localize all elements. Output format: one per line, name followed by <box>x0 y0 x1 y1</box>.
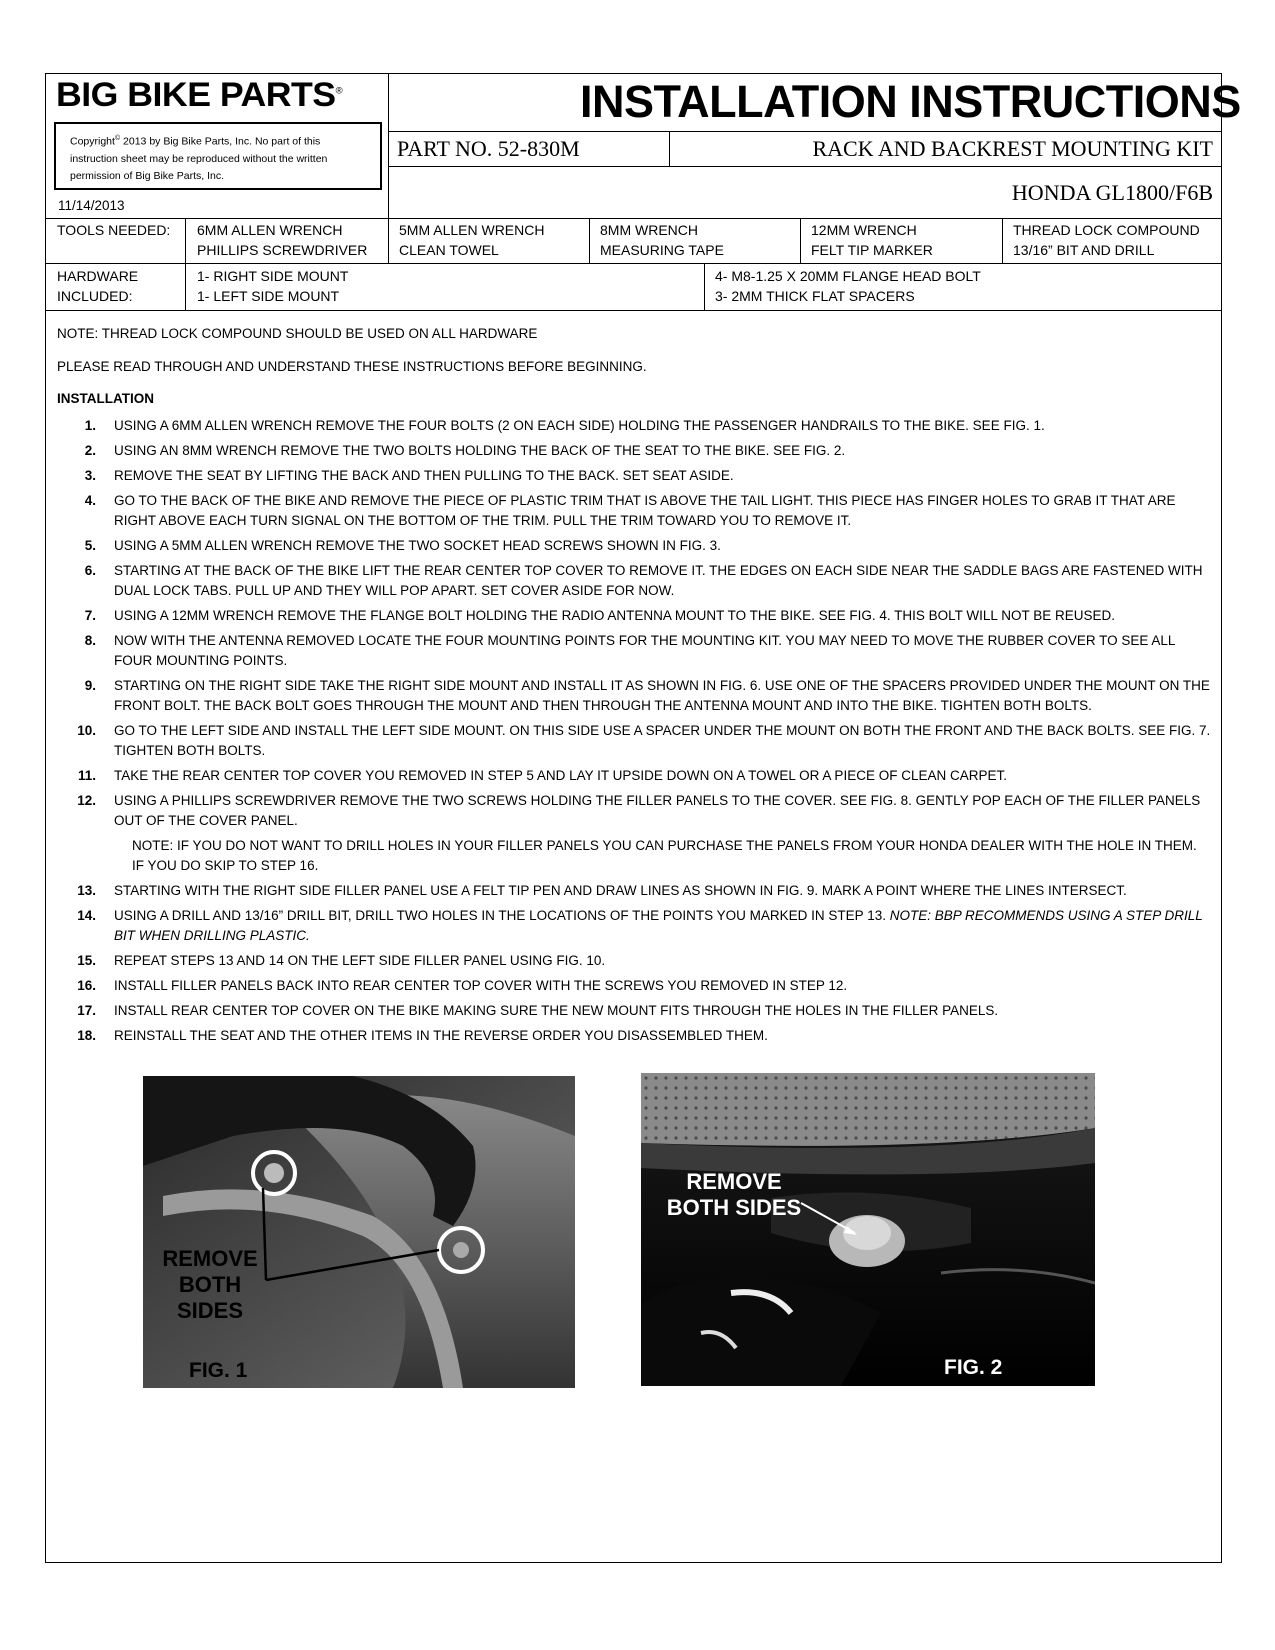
hardware-right <box>707 266 981 306</box>
tools-col-1 <box>189 220 367 260</box>
hardware-item: 1- LEFT SIDE MOUNT <box>197 288 340 304</box>
step-text-body: STARTING WITH THE RIGHT SIDE FILLER PANEL USE A FELT TIP PEN AND DRAW LINES AS SHOWN IN FIG. 9. MARK A POINT WHERE THE LINES INTERSECT. <box>114 883 1127 898</box>
callout-line: REMOVE <box>686 1169 782 1194</box>
copyright-box <box>54 122 382 190</box>
step-item <box>62 951 1212 971</box>
read-through-note: PLEASE READ THROUGH AND UNDERSTAND THESE INSTRUCTIONS BEFORE BEGINNING. <box>57 359 647 374</box>
step-text-body: INSTALL REAR CENTER TOP COVER ON THE BIKE MAKING SURE THE NEW MOUNT FITS THROUGH THE HOLES IN THE FILLER PANELS. <box>114 1003 999 1018</box>
registered-mark: ® <box>335 85 343 96</box>
document-date: 11/14/2013 <box>58 198 125 213</box>
hardware-left <box>189 266 348 306</box>
step-text <box>114 906 1212 946</box>
step-item <box>62 1001 1212 1021</box>
step-italic-note: NOTE: BBP RECOMMENDS USING A STEP DRILL BIT WHEN DRILLING PLASTIC. <box>114 908 1203 943</box>
copyright-prefix: Copyright <box>70 135 115 148</box>
copyright-text <box>56 124 380 185</box>
step-text-body: REMOVE THE SEAT BY LIFTING THE BACK AND THEN PULLING TO THE BACK. SET SEAT ASIDE. <box>114 468 734 483</box>
brand-name: BIG BIKE PARTS <box>56 76 336 114</box>
step-text-body: TAKE THE REAR CENTER TOP COVER YOU REMOVED IN STEP 5 AND LAY IT UPSIDE DOWN ON A TOWEL OR A PIECE OF CLEAN CARPET. <box>114 768 1007 783</box>
step-item <box>62 881 1212 901</box>
step-number: 15. <box>77 953 96 968</box>
step-item <box>62 466 1212 486</box>
step-text <box>114 416 1212 436</box>
step-number: 7. <box>84 608 96 623</box>
step-text <box>114 441 1212 461</box>
model-name: HONDA GL1800/F6B <box>1011 180 1213 205</box>
tools-col-3 <box>592 220 724 260</box>
tool-item: 8MM WRENCH <box>600 222 698 238</box>
tool-item: THREAD LOCK COMPOUND <box>1013 222 1200 238</box>
tool-item: 13/16” BIT AND DRILL <box>1013 242 1155 258</box>
tools-divider-3 <box>800 218 801 263</box>
step-item <box>62 606 1212 626</box>
copyright-line3: permission of Big Bike Parts, Inc. <box>70 169 225 182</box>
hardware-label <box>49 266 138 306</box>
step-text <box>114 1026 1212 1046</box>
header-rule-2 <box>388 166 1222 167</box>
callout-line: BOTH <box>178 1272 242 1297</box>
tool-item: 6MM ALLEN WRENCH <box>197 222 343 238</box>
label-divider <box>185 218 186 310</box>
figure-1-label: FIG. 1 <box>189 1359 248 1382</box>
step-item <box>62 906 1212 946</box>
step-item <box>62 766 1212 786</box>
figure-2-callout <box>649 1169 819 1221</box>
step-item <box>62 491 1212 531</box>
step-text-body: REPEAT STEPS 13 AND 14 ON THE LEFT SIDE FILLER PANEL USING FIG. 10. <box>114 953 606 968</box>
tool-item: 12MM WRENCH <box>811 222 917 238</box>
figure-2 <box>641 1073 1095 1386</box>
tool-item: PHILLIPS SCREWDRIVER <box>197 242 368 258</box>
step-number: 10. <box>77 723 96 738</box>
step-text-body: GO TO THE BACK OF THE BIKE AND REMOVE THE PIECE OF PLASTIC TRIM THAT IS ABOVE THE TAIL LIGHT. THIS PIECE HAS FINGER HOLES TO GRAB IT THAT ARE RIGHT ABOVE EACH TURN SIGNAL ON THE BOTTOM OF THE TRIM. PULL THE TRIM TOWARD YOU TO REMOVE IT. <box>114 493 1176 528</box>
hardware-item: 1- RIGHT SIDE MOUNT <box>197 268 349 284</box>
step-text-body: USING A DRILL AND 13/16” DRILL BIT, DRILL TWO HOLES IN THE LOCATIONS OF THE POINTS YOU MARKED IN STEP 13. <box>114 908 890 923</box>
step-text <box>114 766 1212 786</box>
step-item <box>62 1026 1212 1046</box>
step-number: 11. <box>77 768 96 783</box>
step-number: 14. <box>77 908 96 923</box>
step-text-body: STARTING ON THE RIGHT SIDE TAKE THE RIGHT SIDE MOUNT AND INSTALL IT AS SHOWN IN FIG. 6. USE ONE OF THE SPACERS PROVIDED UNDER THE MOUNT ON THE FRONT BOLT. THE BACK BOLT GOES THROUGH THE MOUNT AND THEN THROUGH THE ANTENNA MOUNT AND INTO THE BIKE. TIGHTEN BOTH BOLTS. <box>114 678 1210 713</box>
tools-bottom-rule <box>45 263 1222 264</box>
figure-2-photo <box>641 1073 1095 1386</box>
step-text <box>114 791 1212 831</box>
step-number: 2. <box>84 443 96 458</box>
step-item <box>62 416 1212 436</box>
hardware-divider <box>704 263 705 310</box>
thread-lock-note: NOTE: THREAD LOCK COMPOUND SHOULD BE USED ON ALL HARDWARE <box>57 326 538 341</box>
step-text <box>114 466 1212 486</box>
tools-col-2 <box>391 220 544 260</box>
step-number: 8. <box>84 633 96 648</box>
header-divider <box>388 73 389 219</box>
step-text-body: USING A PHILLIPS SCREWDRIVER REMOVE THE TWO SCREWS HOLDING THE FILLER PANELS TO THE COVER. SEE FIG. 8. GENTLY POP EACH OF THE FILLER PANELS OUT OF THE COVER PANEL. <box>114 793 1201 828</box>
hardware-item: 3- 2MM THICK FLAT SPACERS <box>715 288 915 304</box>
step-text <box>114 606 1212 626</box>
step-text <box>114 536 1212 556</box>
step-item <box>62 441 1212 461</box>
tools-divider-4 <box>1002 218 1003 263</box>
hardware-bottom-rule <box>45 310 1222 311</box>
tool-item: FELT TIP MARKER <box>811 242 933 258</box>
step-text-body: INSTALL FILLER PANELS BACK INTO REAR CENTER TOP COVER WITH THE SCREWS YOU REMOVED IN STEP 12. <box>114 978 848 993</box>
step-text-body: STARTING AT THE BACK OF THE BIKE LIFT THE REAR CENTER TOP COVER TO REMOVE IT. THE EDGES ON EACH SIDE NEAR THE SADDLE BAGS ARE FASTENED WITH DUAL LOCK TABS. PULL UP AND THEY WILL POP APART. SET COVER ASIDE FOR NOW. <box>114 563 1203 598</box>
tools-col-4 <box>803 220 933 260</box>
step-number: 6. <box>84 563 96 578</box>
figure-1-callout <box>155 1246 265 1324</box>
step-text <box>114 951 1212 971</box>
step-text <box>114 721 1212 761</box>
step-number: 4. <box>84 493 96 508</box>
step-text-body: USING A 12MM WRENCH REMOVE THE FLANGE BOLT HOLDING THE RADIO ANTENNA MOUNT TO THE BIKE. SEE FIG. 4. THIS BOLT WILL NOT BE REUSED. <box>114 608 1115 623</box>
tools-col-5 <box>1005 220 1200 260</box>
step-text-body: USING A 6MM ALLEN WRENCH REMOVE THE FOUR BOLTS (2 ON EACH SIDE) HOLDING THE PASSENGER HANDRAILS TO THE BIKE. SEE FIG. 1. <box>114 418 1045 433</box>
installation-heading: INSTALLATION <box>57 391 154 406</box>
step-item <box>62 631 1212 671</box>
callout-line: REMOVE <box>162 1246 258 1271</box>
copyright-line1: 2013 by Big Bike Parts, Inc. No part of this <box>120 135 321 148</box>
step-item <box>62 976 1212 996</box>
step-item <box>62 561 1212 601</box>
step-text <box>114 561 1212 601</box>
tools-top-rule <box>45 218 1222 219</box>
part-number: PART NO. 52-830M <box>397 136 580 161</box>
step-number: 1. <box>84 418 96 433</box>
step-text <box>114 881 1212 901</box>
tool-item: 5MM ALLEN WRENCH <box>399 222 545 238</box>
hardware-item: 4- M8-1.25 X 20MM FLANGE HEAD BOLT <box>715 268 981 284</box>
installation-steps <box>62 416 1212 1051</box>
header-rule-1 <box>388 131 1222 132</box>
brand-logo <box>56 76 342 115</box>
step-number: 12. <box>77 793 96 808</box>
step-item <box>62 721 1212 761</box>
step-text <box>114 976 1212 996</box>
step-number: 18. <box>77 1028 96 1043</box>
step-text <box>114 631 1212 671</box>
step-text <box>114 1001 1212 1021</box>
step12-note: NOTE: IF YOU DO NOT WANT TO DRILL HOLES IN YOUR FILLER PANELS YOU CAN PURCHASE THE PANELS FROM YOUR HONDA DEALER WITH THE HOLE IN THEM. IF YOU DO SKIP TO STEP 16. <box>132 838 1197 873</box>
step-number: 17. <box>77 1003 96 1018</box>
tools-divider-2 <box>589 218 590 263</box>
step-item <box>62 536 1212 556</box>
tools-label: TOOLS NEEDED: <box>57 222 171 238</box>
step-text <box>114 491 1212 531</box>
step-number: 3. <box>84 468 96 483</box>
step-text-body: USING AN 8MM WRENCH REMOVE THE TWO BOLTS HOLDING THE BACK OF THE SEAT TO THE BIKE. SEE FIG. 2. <box>114 443 846 458</box>
tool-item: CLEAN TOWEL <box>399 242 499 258</box>
figure-1 <box>143 1076 575 1388</box>
figure-1-photo <box>143 1076 575 1388</box>
callout-line: BOTH SIDES <box>666 1195 802 1220</box>
hardware-label-line1: HARDWARE <box>57 268 139 284</box>
step-text <box>114 676 1212 716</box>
tool-item: MEASURING TAPE <box>600 242 724 258</box>
figure-2-label: FIG. 2 <box>944 1356 1003 1379</box>
step-number: 9. <box>84 678 96 693</box>
step-text-body: GO TO THE LEFT SIDE AND INSTALL THE LEFT SIDE MOUNT. ON THIS SIDE USE A SPACER UNDER THE MOUNT ON BOTH THE FRONT AND THE BACK BOLTS. SEE FIG. 7. TIGHTEN BOTH BOLTS. <box>114 723 1211 758</box>
step-item <box>62 676 1212 716</box>
step-text-body: REINSTALL THE SEAT AND THE OTHER ITEMS IN THE REVERSE ORDER YOU DISASSEMBLED THEM. <box>114 1028 768 1043</box>
step-item <box>62 791 1212 831</box>
step-number: 5. <box>84 538 96 553</box>
part-divider <box>669 131 670 166</box>
copyright-line2: instruction sheet may be reproduced without the written <box>70 152 328 165</box>
callout-line: SIDES <box>176 1298 244 1323</box>
tools-divider-1 <box>388 218 389 263</box>
document-title: INSTALLATION INSTRUCTIONS <box>580 76 1241 127</box>
step-number: 13. <box>77 883 96 898</box>
copyright-symbol: © <box>114 135 121 142</box>
hardware-label-line2: INCLUDED: <box>57 288 133 304</box>
step-text-body: NOW WITH THE ANTENNA REMOVED LOCATE THE FOUR MOUNTING POINTS FOR THE MOUNTING KIT. YOU MAY NEED TO MOVE THE RUBBER COVER TO SEE ALL FOUR MOUNTING POINTS. <box>114 633 1175 668</box>
step-number: 16. <box>77 978 96 993</box>
product-name: RACK AND BACKREST MOUNTING KIT <box>812 136 1213 161</box>
step-text-body: USING A 5MM ALLEN WRENCH REMOVE THE TWO SOCKET HEAD SCREWS SHOWN IN FIG. 3. <box>114 538 721 553</box>
